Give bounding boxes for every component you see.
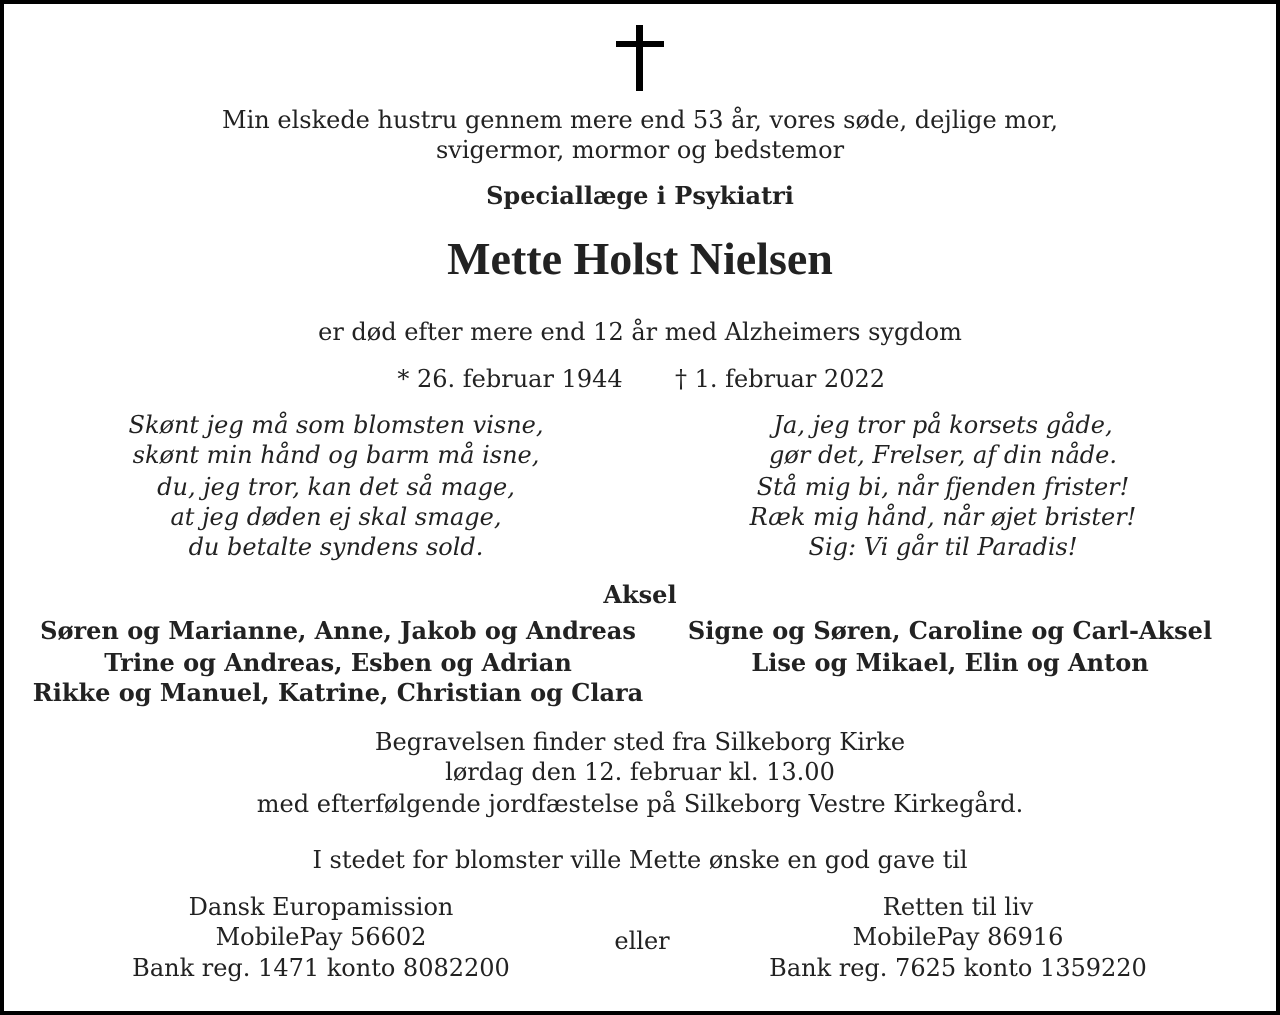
or-label: eller bbox=[614, 927, 670, 955]
poem-right-line: gør det, Frelser, af din nåde. bbox=[769, 441, 1117, 469]
poem-right-line: Ræk mig hånd, når øjet brister! bbox=[749, 503, 1137, 531]
family-left-line: Rikke og Manuel, Katrine, Christian og Clara bbox=[32, 678, 644, 707]
charity-right-line: MobilePay 86916 bbox=[852, 923, 1064, 951]
family-left-line: Trine og Andreas, Esben og Adrian bbox=[104, 648, 572, 677]
died-date: † 1. februar 2022 bbox=[674, 365, 886, 393]
born-date: * 26. februar 1944 bbox=[397, 365, 623, 393]
poem-left-line: Skønt jeg må som blomsten visne, bbox=[128, 411, 544, 439]
spouse-name: Aksel bbox=[603, 580, 677, 609]
intro-line: Min elskede hustru gennem mere end 53 år, vores søde, dejlige mor, bbox=[222, 106, 1058, 134]
funeral-line: med efterfølgende jordfæstelse på Silkeborg Vestre Kirkegård. bbox=[256, 790, 1024, 818]
charity-left-line: Bank reg. 1471 konto 8082200 bbox=[132, 954, 510, 982]
poem-right-line: Ja, jeg tror på korsets gåde, bbox=[773, 411, 1113, 439]
poem-right-line: Sig: Vi går til Paradis! bbox=[808, 533, 1078, 561]
title-role: Speciallæge i Psykiatri bbox=[486, 181, 794, 210]
intro-line: svigermor, mormor og bedstemor bbox=[435, 136, 845, 164]
funeral-line: Begravelsen finder sted fra Silkeborg Kirke bbox=[374, 728, 906, 756]
donation-intro: I stedet for blomster ville Mette ønske en god gave til bbox=[312, 846, 968, 874]
charity-right-line: Retten til liv bbox=[882, 893, 1034, 921]
charity-left-line: MobilePay 56602 bbox=[215, 923, 427, 951]
cause-line: er død efter mere end 12 år med Alzheimers sygdom bbox=[318, 318, 962, 346]
cross-icon bbox=[616, 25, 664, 91]
poem-left-line: du, jeg tror, kan det så mage, bbox=[157, 473, 515, 501]
family-right-line: Lise og Mikael, Elin og Anton bbox=[751, 648, 1149, 677]
charity-right-line: Bank reg. 7625 konto 1359220 bbox=[769, 954, 1147, 982]
funeral-line: lørdag den 12. februar kl. 13.00 bbox=[445, 758, 835, 786]
family-right-line: Signe og Søren, Caroline og Carl-Aksel bbox=[687, 616, 1213, 645]
poem-left-line: du betalte syndens sold. bbox=[188, 533, 484, 561]
family-left-line: Søren og Marianne, Anne, Jakob og Andreas bbox=[40, 616, 636, 645]
poem-left-line: skønt min hånd og barm må isne, bbox=[132, 441, 540, 469]
charity-left-line: Dansk Europamission bbox=[188, 893, 454, 921]
poem-right-line: Stå mig bi, når fjenden frister! bbox=[756, 473, 1130, 501]
poem-left-line: at jeg døden ej skal smage, bbox=[170, 503, 502, 531]
deceased-name: Mette Holst Nielsen bbox=[447, 233, 833, 284]
